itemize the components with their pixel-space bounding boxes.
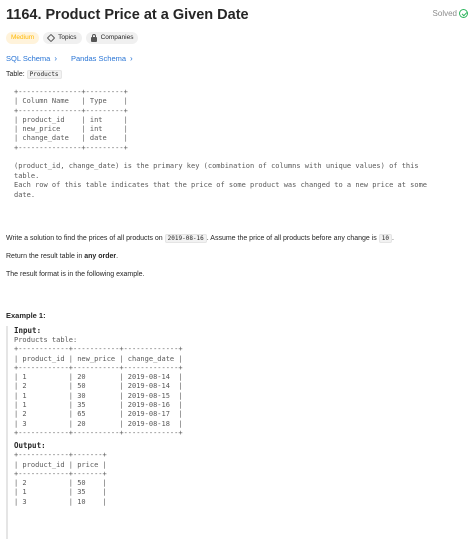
companies-button[interactable] [86, 32, 139, 44]
problem-badges [0, 24, 474, 44]
check-circle-icon [459, 9, 468, 18]
problem-header [0, 0, 474, 24]
tag-icon [47, 34, 55, 42]
statement-bold: any order [84, 253, 117, 260]
schema-table: +---------------+---------+ | Column Name | Type | +---------------+---------+ | product_id | int | | new_price | int | | change_date | date | +---------------+---------+ [14, 88, 128, 152]
statement-line-2 [0, 252, 124, 262]
solved-status [433, 9, 468, 18]
table-label-line [0, 70, 68, 80]
solved-label: Solved [432, 9, 457, 18]
schema-description: (product_id, change_date) is the primary key (combination of columns with unique values) of this table. Each row of this table indicates that the price of some product was changed to a new price at some date. [14, 162, 428, 199]
default-price: 10 [379, 234, 392, 243]
lock-icon [91, 37, 97, 42]
topics-button[interactable] [43, 32, 81, 44]
sql-schema-link[interactable] [6, 54, 57, 63]
problem-title: 1164. Product Price at a Given Date [6, 7, 249, 23]
difficulty-badge[interactable]: Medium [6, 32, 39, 44]
table-name: Products [27, 70, 62, 79]
companies-label: Companies [100, 34, 134, 41]
statement-text: . Assume the price of all products before any change is [206, 235, 377, 242]
example-block [6, 326, 468, 539]
chevron-right-icon: › [130, 54, 133, 63]
statement-text: . [116, 253, 119, 260]
sql-schema-label: SQL Schema [6, 54, 51, 63]
table-label: Table: [6, 71, 25, 78]
statement-text: . [392, 235, 394, 242]
output-table: +------------+-------+ | product_id | price | +------------+-------+ | 2 | 50 | | 1 | 35 | | 3 | 10 | [14, 451, 107, 506]
schema-links [0, 44, 474, 63]
target-date: 2019-08-16 [165, 234, 207, 243]
statement-line-1 [0, 234, 400, 244]
statement-text: Return the result table in [6, 253, 83, 260]
input-table-caption: Products table: [14, 336, 78, 344]
example-title: Example 1: [6, 311, 46, 320]
statement-line-3: The result format is in the following example. [6, 271, 145, 278]
statement-text: Write a solution to find the prices of all products on [6, 235, 163, 242]
output-label: Output: [14, 441, 46, 451]
chevron-right-icon: › [54, 54, 57, 63]
topics-label: Topics [58, 34, 77, 41]
pandas-schema-link[interactable] [71, 54, 133, 63]
pandas-schema-label: Pandas Schema [71, 54, 127, 63]
input-label: Input: [14, 326, 42, 335]
input-table: +------------+-----------+-------------+ | product_id | new_price | change_date | +------------+-----------+-------------+ | 1 | 20 | 2019-08-14 | | 2 | 50 | 2019-08-14 | | 1 | 30 | 2019-08-15 | | 1 | 35 | 2019-08-16 | | 2 | 65 | 2019-08-17 | | 3 | 20 | 2019-08-18 | +------------+-----------+-------------+ [14, 345, 183, 437]
